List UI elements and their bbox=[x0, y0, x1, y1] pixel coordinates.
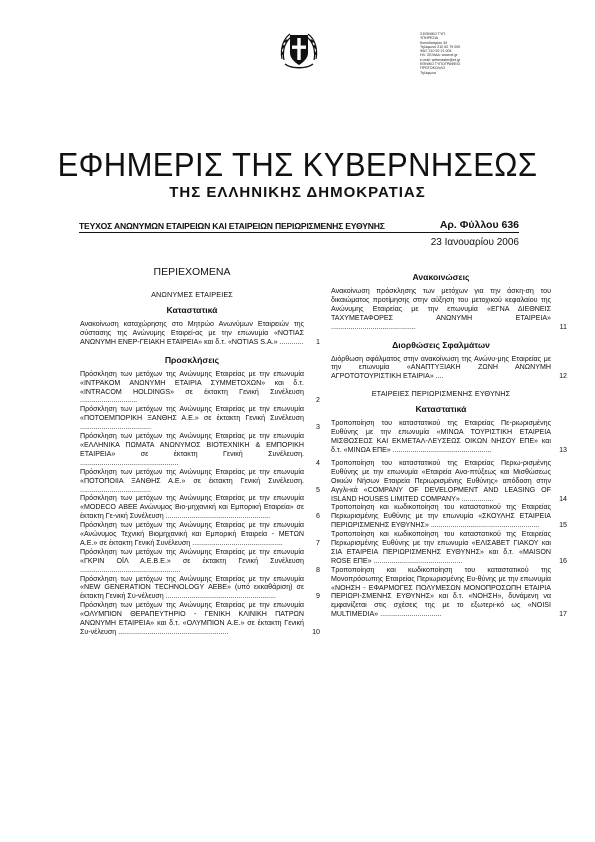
entry-text: Πρόσκληση των μετόχων της Ανώνυμης Εταιρείας με την επωνυμία «MODECO ΑΒΕΕ Ανώνυμος Βιο-μηχανική και Εμπορική Εταιρεία» σε έκτακτη Γε-νική Συνέλευση ..................................................... bbox=[80, 494, 304, 521]
stamp-line: ΠΡΩΤΟΚΟΛΛΟ bbox=[420, 66, 446, 71]
entry-page-number: 7 bbox=[316, 538, 320, 547]
section-title: ΑΝΩΝΥΜΕΣ ΕΤΑΙΡΕΙΕΣ bbox=[151, 290, 233, 299]
category-heading: Καταστατικά bbox=[415, 404, 467, 415]
entry-text: Διόρθωση σφάλματος στην ανακοίνωση της Ανώνυ-μης Εταιρείας με την επωνυμία «ΑΝΑΠΤΥΞΙΑΚΗ ΖΩΝΗ ΑΝΩΝΥΜΗ ΑΓΡΟΤΟΤΟΥΡΙΣΤΙΚΗ ΕΤΑΙΡΙΑ» .... bbox=[331, 354, 551, 381]
contents-entry bbox=[331, 566, 567, 619]
category-heading: Καταστατικά bbox=[166, 305, 218, 315]
entry-page-number: 9 bbox=[316, 592, 320, 601]
section-title: ΕΤΑΙΡΕΙΕΣ ΠΕΡΙΩΡΙΣΜΕΝΗΣ ΕΥΘΥΝΗΣ bbox=[371, 389, 511, 399]
entry-page-number: 5 bbox=[316, 485, 320, 494]
entry-page-number: 15 bbox=[559, 521, 567, 530]
entry-page-number: 14 bbox=[559, 494, 567, 503]
entry-text: Ανακοίνωση καταχώρησης στο Μητρώο Ανωνύμων Εταιρειών της σύστασης της Ανώνυμης Εταιρεί-ας με την επωνυμία «ΝΟΤΙΑΣ ΑΝΩΝΥΜΗ ΕΝΕΡ-ΓΕΙΑΚΗ ΕΤΑΙΡΕΙΑ» και δ.τ. «NOTIAS S.A.» ............ bbox=[80, 320, 304, 346]
contents-entry bbox=[80, 370, 320, 406]
contents-entry bbox=[80, 320, 320, 347]
entry-text: Τροποποίηση και κωδικοποίηση του καταστατικού της Εταιρείας Περιωρισμένης Ευθύνης με την επωνυμία «ΕΛΙΣΑΒΕΤ ΓΙΑΚΟΥ και ΣΙΑ ΕΤΑΙΡΕΙΑ ΠΕΡΙΩΡΙΣΜΕΝΗΣ ΕΥΘΥΝΗΣ» και δ.τ. «MAISON ROSE ΕΠΕ» ............................................. bbox=[331, 530, 551, 565]
entry-page-number: 4 bbox=[316, 458, 320, 467]
entry-text: Τροποποίηση του καταστατικού της Εταιρείας Πε-ριωρισμένης Ευθύνης με την επωνυμία «ΜΙΝΩΑ ΤΟΥΡΙΣΤΙΚΗ ΕΤΑΙΡΕΙΑ ΜΙΣΘΩΣΕΩΣ ΚΑΙ ΕΚΜΕΤΑΛ-ΛΕΥΣΕΩΣ ΟΙΚΩΝ ΝΗΣΟΥ ΕΠΕ» και δ.τ. «ΜΙΝΩΑ ΕΠΕ» .................................................. bbox=[331, 419, 551, 454]
contents-entry bbox=[80, 575, 320, 602]
entry-page-number: 10 bbox=[312, 628, 320, 636]
contents-right-column bbox=[331, 268, 567, 619]
stamp-line: e-mail: webmaster@et.gr bbox=[420, 57, 461, 62]
contents-entry bbox=[80, 494, 320, 521]
stamp-line: Τηλέφωνο bbox=[420, 70, 437, 75]
category-heading: Ανακοινώσεις bbox=[412, 272, 470, 282]
entry-text: Πρόσκληση των μετόχων της Ανώνυμης Εταιρείας με την επωνυμία «ΙΝΤΡΑΚΟΜ ΑΝΩΝΥΜΗ ΕΤΑΙΡΙΑ ΣΥΜΜΕΤΟΧΩΝ» και δ.τ. «INTRACOM HOLDINGS» σε έκτακτη Γενική Συνέλευση ............................. bbox=[80, 369, 304, 405]
entry-text: Πρόσκληση των μετόχων της Ανώνυμης Εταιρείας με την επωνυμία «ΠΟΤΟΕΜΠΟΡΙΚΗ ΞΑΝΘΗΣ Α.Ε.» σε έκτακτη Γενική Συνέλευση .................................... bbox=[80, 405, 304, 432]
contents-entry bbox=[331, 530, 567, 566]
gazette-title: ΕΦΗΜΕΡΙΣ ΤΗΣ ΚΥΒΕΡΝΗΣΕΩΣ bbox=[57, 145, 538, 184]
contents-entry bbox=[331, 355, 567, 382]
category-heading: Προσκλήσεις bbox=[164, 354, 220, 365]
gazette-subtitle: ΤΗΣ ΕΛΛΗΝΙΚΗΣ ΔΗΜΟΚΡΑΤΙΑΣ bbox=[169, 184, 426, 201]
contents-entry bbox=[80, 468, 320, 495]
contents-left-column bbox=[80, 266, 320, 637]
contents-entry bbox=[80, 405, 320, 432]
sheet-number: Αρ. Φύλλου 636 bbox=[439, 219, 519, 231]
entry-text: Πρόσκληση των μετόχων της Ανώνυμης Εταιρείας με την επωνυμία «Ανώνυμος Τεχνική Βιομηχανική και Εμπορική Εταιρεία - ΜΕΤΩΝ Α.Ε.» σε έκτακτη Γενική Συνέλευση .............................................. bbox=[80, 521, 304, 547]
stamp-line: 3 ΕΘΝΙΚΟ ΤΥΠ. bbox=[420, 32, 446, 36]
entry-text: Πρόσκληση των μετόχων της Ανώνυμης Εταιρείας με την επωνυμία «ΕΛΛΗΝΙΚΑ ΠΩΜΑΤΑ ΑΝΩΝΥΜΟΣ ΒΙΟΤΕΧΝΙΚΗ & ΕΜΠΟΡΙΚΗ ΕΤΑΙΡΕΙΑ» σε έκτακτη Γενική Συνέλευση. .................................................. bbox=[80, 432, 304, 467]
contents-entry bbox=[80, 521, 320, 548]
entry-page-number: 2 bbox=[316, 396, 320, 405]
entry-text: Τροποποίηση και κωδικοποίηση του καταστατικού της Μονοπρόσωπης Εταιρείας Περιωρισμένης Ευ-θύνης με την επωνυμία «ΝΟΗΣΗ - ΕΦΑΡΜΟΓΕΣ ΠΟΛΥΜΕΣΩΝ ΜΟΝΟΠΡΟΣΩΠΗ ΕΤΑΙΡΙΑ ΠΕΡΙΩΡΙ-ΣΜΕΝΗΣ ΕΥΘΥΝΗΣ» και δ.τ. «ΝΟΗΣΗ», δυνάμενη να εμφανίζεται στις σχέσεις της με το εξωτερι-κό ως «NOISI MULTIMEDIA» ............................... bbox=[331, 565, 551, 619]
contents-entry bbox=[331, 459, 567, 504]
issue-date: 23 Ιανουαρίου 2006 bbox=[430, 237, 519, 248]
entry-page-number: 17 bbox=[559, 610, 567, 619]
entry-text: Πρόσκληση των μετόχων της Ανώνυμης Εταιρείας με την επωνυμία «ΠΟΤΟΠΟΙΙΑ ΞΑΝΘΗΣ Α.Ε.» σε έκτακτη Γενική Συνέλευση. .................................... bbox=[80, 467, 304, 494]
printing-office-stamp bbox=[420, 32, 490, 75]
entry-page-number: 3 bbox=[316, 423, 320, 432]
category-heading: Διορθώσεις Σφαλμάτων bbox=[392, 339, 490, 350]
contents-title: ΠΕΡΙΕΧΟΜΕΝΑ bbox=[153, 266, 231, 278]
contents-entry bbox=[80, 432, 320, 468]
entry-page-number: 1 bbox=[316, 337, 320, 346]
contents-entry bbox=[331, 287, 567, 332]
entry-text: Πρόσκληση των μετόχων της Ανώνυμης Εταιρείας με την επωνυμία «ΟΛΥΜΠΙΟΝ ΘΕΡΑΠΕΥΤΗΡΙΟ - ΓΕΝΙΚΗ ΚΛΙΝΙΚΗ ΠΑΤΡΩΝ ΑΝΩΝΥΜΗ ΕΤΑΙΡΕΙΑ» και δ.τ. «ΟΛΥΜΠΙΟΝ Α.Ε.» σε έκτακτη Γενική Συ-νέλευση ........................................................ bbox=[80, 601, 304, 636]
header-divider bbox=[79, 232, 519, 233]
entry-text: Τροποποίηση του καταστατικού της Εταιρείας Περιω-ρισμένης Ευθύνης με την επωνυμία «Εταιρεία Ανα-πτύξεως και Μισθώσεως Οικιών Νήσων Εταιρεία Περιωρισμένης Ευθύνης» απόδοση στην Αγγλι-κά «COMPANY OF DEVELOPMENT AND LEASING OF ISLAND HOUSES LIMITED COMPANY» ................ bbox=[331, 458, 551, 503]
stamp-line: Καποδιστρίου 34 bbox=[420, 40, 448, 45]
stamp-line: Τηλέφωνο 210 52 79 000 bbox=[420, 44, 461, 49]
contents-entry bbox=[331, 419, 567, 455]
entry-page-number: 13 bbox=[559, 445, 567, 454]
stamp-line: ΥΠΗΡΕΣΙΑ bbox=[420, 36, 438, 41]
contents-entry bbox=[80, 601, 320, 637]
entry-page-number: 12 bbox=[559, 372, 567, 381]
entry-text: Πρόσκληση των μετόχων της Ανώνυμης Εταιρείας με την επωνυμία «ΓΚΡΙΝ ΟΪΛ Α.Ε.Β.Ε.» σε έκτακτη Γενική Συνέλευση ................................................... bbox=[80, 547, 304, 574]
entry-page-number: 8 bbox=[316, 565, 320, 574]
stamp-line: ΕΘΝΙΚΟ ΤΥΠΟΓΡΑΦΕΙΟ bbox=[420, 62, 461, 67]
entry-text: Πρόσκληση των μετόχων της Ανώνυμης Εταιρείας με την επωνυμία «NEW GENERATION TECHNOLOGY ΑΕΒΕ» (υπό εκκαθάριση) σε έκτακτη Γενική Συ-νέλευση ........................................................ bbox=[80, 574, 304, 601]
stamp-line: ΦΑΞ 210 52 21 004 bbox=[420, 49, 452, 54]
entry-page-number: 16 bbox=[559, 556, 567, 565]
contents-entry bbox=[331, 503, 567, 530]
contents-entry bbox=[80, 548, 320, 575]
entry-text: Τροποποίηση και κωδικοποίηση του καταστατικού της Εταιρείας Περιωρισμένης Ευθύνης με την επωνυμία «ΣΚΟΥΛΗΣ ΕΤΑΙΡΕΙΑ ΠΕΡΙΩΡΙΣΜΕΝΗΣ ΕΥΘΥΝΗΣ» ....................................................... bbox=[331, 503, 551, 530]
greek-coat-of-arms-emblem bbox=[277, 29, 321, 73]
issue-series: ΤΕΥΧΟΣ ΑΝΩΝΥΜΩΝ ΕΤΑΙΡΕΙΩΝ ΚΑΙ ΕΤΑΙΡΕΙΩΝ ΠΕΡΙΩΡΙΣΜΕΝΗΣ ΕΥΘΥΝΗΣ bbox=[79, 221, 385, 231]
stamp-line: ΗΛ. ΣΕΛΙΔΑ: www.et.gr bbox=[420, 53, 458, 58]
entry-text: Ανακοίνωση πρόσκλησης των μετόχων για την άσκη-ση του δικαιώματος προτίμησης στην αύξηση του μετοχικού κεφαλαίου της Ανώνυμης Εταιρείας με την επωνυμία «ΕΓΝΑ ΔΙΕΘΝΕΙΣ ΤΑΧΥΜΕΤΑΦΟΡΕΣ ΑΝΩΝΥΜΗ ΕΤΑΙΡΕΙΑ» ........................................... bbox=[331, 287, 551, 331]
entry-page-number: 11 bbox=[559, 322, 567, 331]
entry-page-number: 6 bbox=[316, 512, 320, 521]
